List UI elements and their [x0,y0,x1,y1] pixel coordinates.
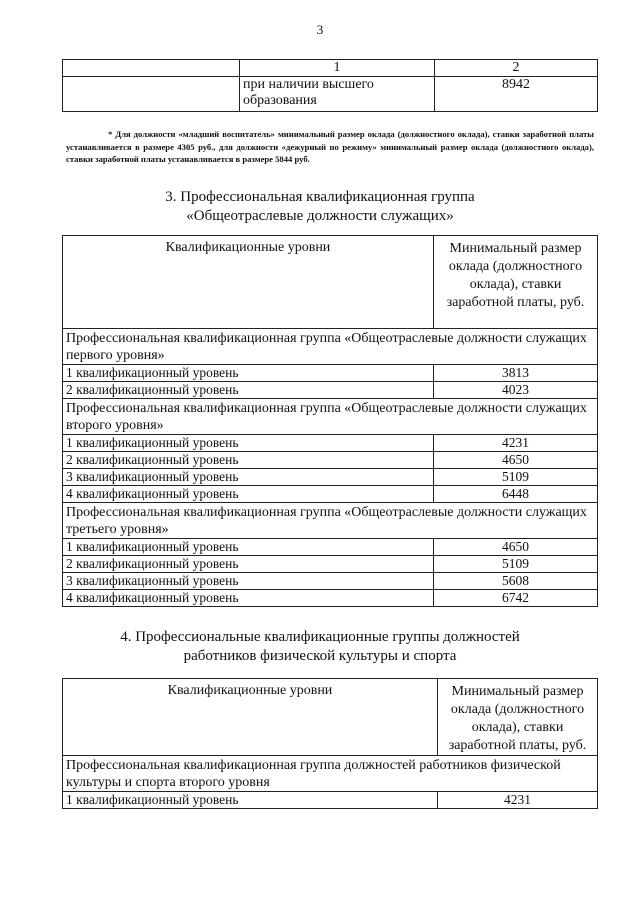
table-row [63,435,598,452]
group-row [63,399,598,435]
level-value: 4650 [434,539,598,556]
table-row [63,365,598,382]
level-label: 1 квалификационный уровень [63,792,438,809]
table-row [63,792,598,809]
column-header-salary: Минимальный размер оклада (должностного оклада), ставки заработной платы, руб. [434,236,598,329]
level-value: 4231 [434,435,598,452]
section-3-heading-line2: «Общеотраслевые должности служащих» [186,208,454,224]
table-row [63,539,598,556]
section-3-heading [0,188,640,226]
level-label: 4 квалификационный уровень [63,486,434,503]
row-value: 8942 [435,77,598,112]
table-row [63,382,598,399]
section-4-table [62,678,598,809]
level-label: 3 квалификационный уровень [63,469,434,486]
column-number-1: 1 [240,60,435,77]
footnote: * Для должности «младший воспитатель» минимальный размер оклада (должностного оклада), ставки заработной платы устанавливается в размере 4305 руб., для должности «дежурный по режиму» минимальный размер оклада (должностного оклада), ставки заработной платы устанавливается в размере 5844 руб. [66,129,594,164]
level-label: 2 квалификационный уровень [63,452,434,469]
level-label: 2 квалификационный уровень [63,382,434,399]
table-header-row [63,236,598,329]
level-label: 1 квалификационный уровень [63,365,434,382]
section-3-heading-line1: 3. Профессиональная квалификационная группа [165,189,475,205]
table-row [63,556,598,573]
table-row [63,573,598,590]
table-row [63,486,598,503]
group-title: Профессиональная квалификационная группа «Общеотраслевые должности служащих второго уровня» [63,399,598,435]
row-label: при наличии высшего образования [240,77,435,112]
level-label: 1 квалификационный уровень [63,539,434,556]
table-row [63,469,598,486]
level-value: 5608 [434,573,598,590]
column-number-2: 2 [435,60,598,77]
level-value: 6448 [434,486,598,503]
section-3-table [62,235,598,607]
group-row [63,503,598,539]
column-header-levels: Квалификационные уровни [63,679,438,756]
level-value: 5109 [434,556,598,573]
column-header-levels: Квалификационные уровни [63,236,434,329]
group-row [63,329,598,365]
level-label: 2 квалификационный уровень [63,556,434,573]
level-label: 3 квалификационный уровень [63,573,434,590]
continuation-table [62,59,598,112]
table-header-row [63,679,598,756]
level-label: 4 квалификационный уровень [63,590,434,607]
level-value: 6742 [434,590,598,607]
level-label: 1 квалификационный уровень [63,435,434,452]
column-header-salary: Минимальный размер оклада (должностного оклада), ставки заработной платы, руб. [438,679,598,756]
level-value: 4650 [434,452,598,469]
page-number: 3 [316,22,324,37]
empty-cell [63,60,240,77]
section-4-heading-line1: 4. Профессиональные квалификационные группы должностей [120,629,520,645]
group-title: Профессиональная квалификационная группа «Общеотраслевые должности служащих первого уровня» [63,329,598,365]
level-value: 4231 [438,792,598,809]
section-4-heading [0,628,640,666]
section-4-heading-line2: работников физической культуры и спорта [183,648,457,664]
table-row [63,77,598,112]
table-header-row [63,60,598,77]
group-title: Профессиональная квалификационная группа «Общеотраслевые должности служащих третьего уровня» [63,503,598,539]
level-value: 4023 [434,382,598,399]
empty-cell [63,77,240,112]
table-row [63,590,598,607]
level-value: 5109 [434,469,598,486]
table-row [63,452,598,469]
group-title: Профессиональная квалификационная группа должностей работников физической культуры и спорта второго уровня [63,756,598,792]
group-row [63,756,598,792]
level-value: 3813 [434,365,598,382]
